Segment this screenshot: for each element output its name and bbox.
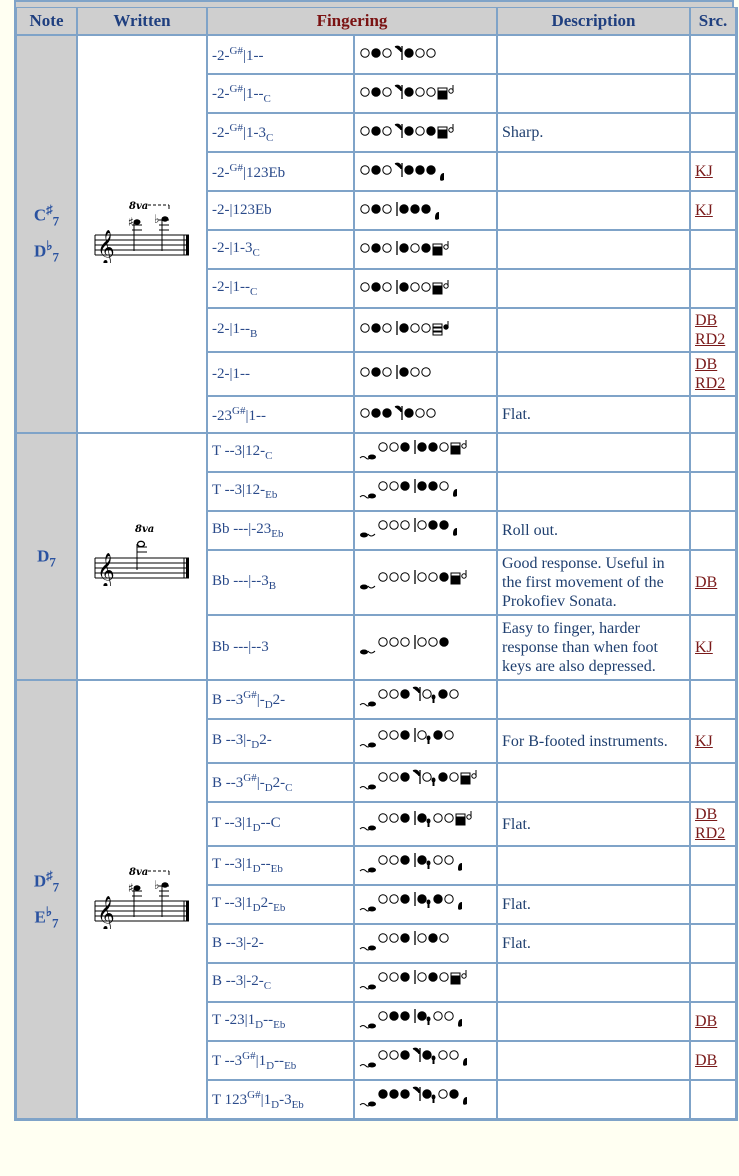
fingering-code: T $--3|12-_{Eb}$	[207, 472, 354, 511]
fingering-diagram-icon	[359, 967, 494, 995]
fingering-diagram	[354, 511, 497, 550]
fingering-code: -2-$^{G\#}$|123Eb	[207, 152, 354, 191]
fingering-diagram	[354, 1041, 497, 1080]
description-cell	[497, 269, 690, 308]
fingering-diagram-icon	[359, 234, 494, 262]
svg-text:8va: 8va	[135, 523, 155, 535]
description-cell: Sharp.	[497, 113, 690, 152]
fingering-diagram	[354, 230, 497, 269]
written-notation-icon	[91, 867, 193, 929]
source-cell	[690, 550, 736, 615]
fingering-diagram	[354, 846, 497, 885]
source-cell	[690, 230, 736, 269]
source-cell	[690, 846, 736, 885]
fingering-diagram-icon	[359, 1045, 494, 1073]
description-cell	[497, 352, 690, 396]
fingering-code: B --3|-2-	[207, 924, 354, 963]
note-name: $D^♭_7$	[34, 238, 59, 265]
fingering-code: Bb ---|--3	[207, 615, 354, 680]
note-cell	[16, 35, 77, 433]
description-cell	[497, 1080, 690, 1119]
header-note: Note	[16, 7, 77, 35]
fingering-diagram	[354, 433, 497, 472]
source-link-db[interactable]: DB	[695, 1013, 718, 1030]
fingering-code: B $--3|-_D2-$	[207, 719, 354, 763]
description-cell	[497, 1041, 690, 1080]
source-link-rd2[interactable]: RD2	[695, 331, 726, 348]
description-cell	[497, 680, 690, 719]
description-cell	[497, 35, 690, 74]
note-name: $D_7$	[37, 546, 56, 570]
fingering-diagram-icon	[359, 78, 494, 106]
table-body	[16, 35, 736, 1119]
source-cell	[690, 269, 736, 308]
source-cell	[690, 511, 736, 550]
fingering-diagram	[354, 885, 497, 924]
source-cell	[690, 1080, 736, 1119]
fingering-diagram	[354, 963, 497, 1002]
fingering-code: T $--3|1_D--C$	[207, 802, 354, 846]
source-cell	[690, 308, 736, 352]
source-cell	[690, 680, 736, 719]
description-cell	[497, 191, 690, 230]
fingering-diagram	[354, 680, 497, 719]
fingering-diagram	[354, 472, 497, 511]
source-link-db[interactable]: DB	[695, 312, 718, 329]
svg-text:𝄞: 𝄞	[97, 895, 115, 929]
fingering-code: T $123^{G\#}|1_D-3_{Eb}$	[207, 1080, 354, 1119]
source-link-db[interactable]: DB	[695, 1052, 718, 1069]
fingering-diagram-icon	[359, 928, 494, 956]
svg-text:𝄞: 𝄞	[97, 230, 115, 263]
description-cell	[497, 74, 690, 113]
description-cell: Easy to finger, harder response than when foot keys are also depressed.	[497, 615, 690, 680]
fingering-chart	[14, 0, 734, 1121]
written-cell	[77, 35, 207, 433]
source-cell	[690, 191, 736, 230]
header-source: Src.	[690, 7, 736, 35]
fingering-diagram	[354, 763, 497, 802]
fingering-diagram-icon	[359, 850, 494, 878]
fingering-diagram-icon	[359, 1084, 494, 1112]
header-fingering: Fingering	[207, 7, 497, 35]
header-written: Written	[77, 7, 207, 35]
source-link-rd2[interactable]: RD2	[695, 825, 726, 842]
description-cell	[497, 763, 690, 802]
description-cell	[497, 963, 690, 1002]
fingering-code: T $--3|12-_C$	[207, 433, 354, 472]
source-cell	[690, 1041, 736, 1080]
fingering-diagram-icon	[359, 632, 494, 660]
fingering-diagram	[354, 152, 497, 191]
description-cell	[497, 433, 690, 472]
description-cell	[497, 472, 690, 511]
fingering-code: B $--3|-2-_C$	[207, 963, 354, 1002]
source-cell	[690, 35, 736, 74]
fingering-code: -2-|123Eb	[207, 191, 354, 230]
fingering-diagram-icon	[359, 515, 494, 543]
source-cell	[690, 963, 736, 1002]
fingering-diagram-icon	[359, 725, 494, 753]
fingering-diagram	[354, 924, 497, 963]
fingering-diagram-icon	[359, 39, 494, 67]
fingering-diagram	[354, 719, 497, 763]
source-cell	[690, 802, 736, 846]
svg-text:♯: ♯	[128, 215, 134, 229]
written-notation-icon	[91, 201, 193, 263]
svg-text:8va: 8va	[129, 201, 149, 212]
fingering-diagram	[354, 74, 497, 113]
fingering-diagram-icon	[359, 156, 494, 184]
fingering-diagram-icon	[359, 358, 494, 386]
source-link-rd2[interactable]: RD2	[695, 375, 726, 392]
source-cell	[690, 433, 736, 472]
source-link-kj[interactable]: KJ	[695, 732, 713, 750]
source-cell	[690, 472, 736, 511]
header-row	[16, 7, 736, 35]
written-notation-icon	[91, 524, 193, 586]
source-cell	[690, 352, 736, 396]
fingering-diagram	[354, 269, 497, 308]
description-cell: Roll out.	[497, 511, 690, 550]
fingering-code: Bb $---|--3_B$	[207, 550, 354, 615]
fingering-diagram	[354, 113, 497, 152]
description-cell: Good response. Useful in the first movement of the Prokofiev Sonata.	[497, 550, 690, 615]
fingering-diagram-icon	[359, 767, 494, 795]
fingering-code: $-2-^{G\#}|1--_C$	[207, 74, 354, 113]
fingering-code: $-2-|1--_B$	[207, 308, 354, 352]
description-cell	[497, 152, 690, 191]
source-cell	[690, 719, 736, 763]
description-cell: Flat.	[497, 396, 690, 433]
description-cell: Flat.	[497, 802, 690, 846]
table-row	[16, 35, 736, 74]
fingering-code: Bb $---|-23_{Eb}$	[207, 511, 354, 550]
description-cell	[497, 230, 690, 269]
fingering-table	[14, 7, 738, 1121]
table-row	[16, 433, 736, 472]
fingering-code: -2-|1--	[207, 352, 354, 396]
fingering-diagram	[354, 615, 497, 680]
fingering-code: T $--3|1_D2-_{Eb}$	[207, 885, 354, 924]
fingering-diagram-icon	[359, 273, 494, 301]
source-cell	[690, 152, 736, 191]
fingering-code: B $--3^{G\#}|-_D2-_C$	[207, 763, 354, 802]
svg-text:♭: ♭	[154, 877, 160, 892]
fingering-diagram	[354, 308, 497, 352]
fingering-diagram-icon	[359, 889, 494, 917]
svg-text:♯: ♯	[128, 880, 134, 895]
source-link-db[interactable]: DB	[695, 356, 718, 373]
fingering-diagram	[354, 550, 497, 615]
description-cell: For B-footed instruments.	[497, 719, 690, 763]
table-row	[16, 680, 736, 719]
fingering-diagram	[354, 1002, 497, 1041]
source-link-db[interactable]: DB	[695, 806, 718, 823]
svg-text:8va: 8va	[129, 866, 149, 878]
source-cell	[690, 74, 736, 113]
fingering-diagram-icon	[359, 476, 494, 504]
source-cell	[690, 113, 736, 152]
source-link-db[interactable]: DB	[695, 574, 718, 591]
written-cell	[77, 433, 207, 680]
description-cell	[497, 846, 690, 885]
note-cell	[16, 433, 77, 680]
fingering-diagram-icon	[359, 314, 494, 342]
fingering-code: $-2-^{G\#}|1-3_C$	[207, 113, 354, 152]
source-cell	[690, 924, 736, 963]
note-name: $E^♭_7$	[34, 903, 59, 931]
fingering-diagram-icon	[359, 399, 494, 427]
written-cell	[77, 680, 207, 1119]
description-cell: Flat.	[497, 924, 690, 963]
fingering-diagram	[354, 802, 497, 846]
svg-text:𝄞: 𝄞	[97, 552, 115, 586]
fingering-code: T $--3|1_D--_{Eb}$	[207, 846, 354, 885]
fingering-diagram	[354, 191, 497, 230]
source-cell	[690, 1002, 736, 1041]
fingering-diagram-icon	[359, 117, 494, 145]
source-cell	[690, 396, 736, 433]
description-cell: Flat.	[497, 885, 690, 924]
fingering-code: $-23^{G\#}|1--$	[207, 396, 354, 433]
fingering-diagram-icon	[359, 808, 494, 836]
fingering-code: -2-$^{G\#}$|1--	[207, 35, 354, 74]
fingering-diagram-icon	[359, 567, 494, 595]
source-cell	[690, 885, 736, 924]
note-name: $C^♯_7$	[33, 202, 60, 229]
fingering-diagram-icon	[359, 1006, 494, 1034]
fingering-diagram-icon	[359, 684, 494, 712]
source-link-kj[interactable]: KJ	[695, 202, 713, 219]
note-cell	[16, 680, 77, 1119]
header-description: Description	[497, 7, 690, 35]
fingering-diagram	[354, 35, 497, 74]
source-cell	[690, 763, 736, 802]
source-link-kj[interactable]: KJ	[695, 639, 713, 656]
fingering-diagram	[354, 1080, 497, 1119]
fingering-code: $-2-|1--_C$	[207, 269, 354, 308]
note-name: $D^♯_7$	[33, 867, 60, 895]
fingering-code: B $--3^{G\#}|-_D2-$	[207, 680, 354, 719]
fingering-code: T $--3^{G\#}|1_D--_{Eb}$	[207, 1041, 354, 1080]
fingering-diagram-icon	[359, 195, 494, 223]
fingering-code: $-2-|1-3_C$	[207, 230, 354, 269]
source-link-kj[interactable]: KJ	[695, 163, 713, 180]
fingering-code: T $-23|1_D--_{Eb}$	[207, 1002, 354, 1041]
description-cell	[497, 308, 690, 352]
source-cell	[690, 615, 736, 680]
table-top-strip	[14, 0, 734, 7]
fingering-diagram-icon	[359, 437, 494, 465]
description-cell	[497, 1002, 690, 1041]
svg-text:♭: ♭	[154, 212, 160, 226]
fingering-diagram	[354, 396, 497, 433]
fingering-diagram	[354, 352, 497, 396]
